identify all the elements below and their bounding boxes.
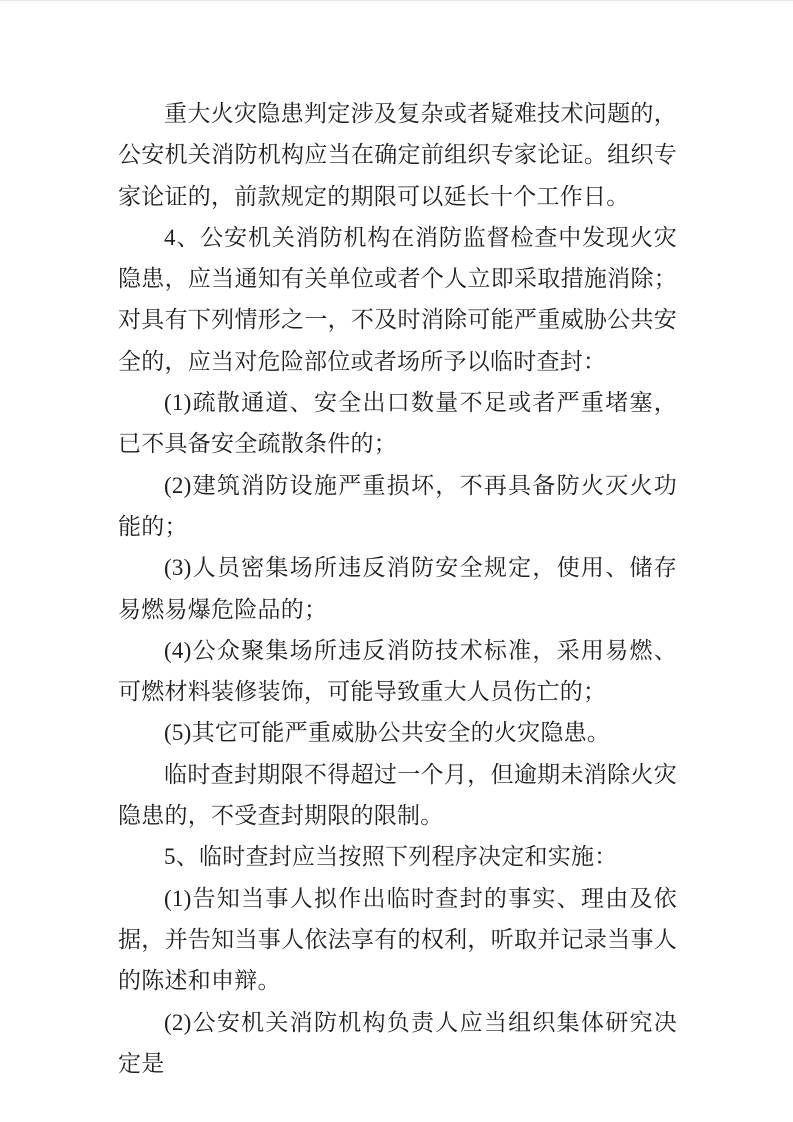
- paragraph: (5)其它可能严重威胁公共安全的火灾隐患。: [164, 720, 611, 746]
- paragraph: 5、临时查封应当按照下列程序决定和实施：: [164, 844, 618, 870]
- paragraph: (1)疏散通道、安全出口数量不足或者严重堵塞，已不具备安全疏散条件的；: [118, 390, 677, 457]
- paragraph: (1)告知当事人拟作出临时查封的事实、理由及依据，并告知当事人依法享有的权利，听取并记录当事人的陈述和申辩。: [118, 885, 677, 994]
- paragraph: 4、公安机关消防机构在消防监督检查中发现火灾隐患，应当通知有关单位或者个人立即采取措施消除；对具有下列情形之一，不及时消除可能严重威胁公共安全的，应当对危险部位或者场所予以临时查封：: [118, 224, 677, 374]
- paragraph: (3)人员密集场所违反消防安全规定，使用、储存易燃易爆危险品的；: [118, 555, 677, 622]
- paragraph: (2)建筑消防设施严重损坏，不再具备防火灭火功能的；: [118, 472, 677, 539]
- paragraph: (4)公众聚集场所违反消防技术标准，采用易燃、可燃材料装修装饰，可能导致重大人员伤亡的；: [118, 637, 677, 705]
- paragraph: 临时查封期限不得超过一个月，但逾期未消除火灾隐患的，不受查封期限的限制。: [118, 761, 677, 829]
- paragraph: 重大火灾隐患判定涉及复杂或者疑难技术问题的，公安机关消防机构应当在确定前组织专家论证。组织专家论证的，前款规定的期限可以延长十个工作日。: [118, 101, 677, 209]
- paragraph: (2)公安机关消防机构负责人应当组织集体研究决定是: [118, 1009, 677, 1076]
